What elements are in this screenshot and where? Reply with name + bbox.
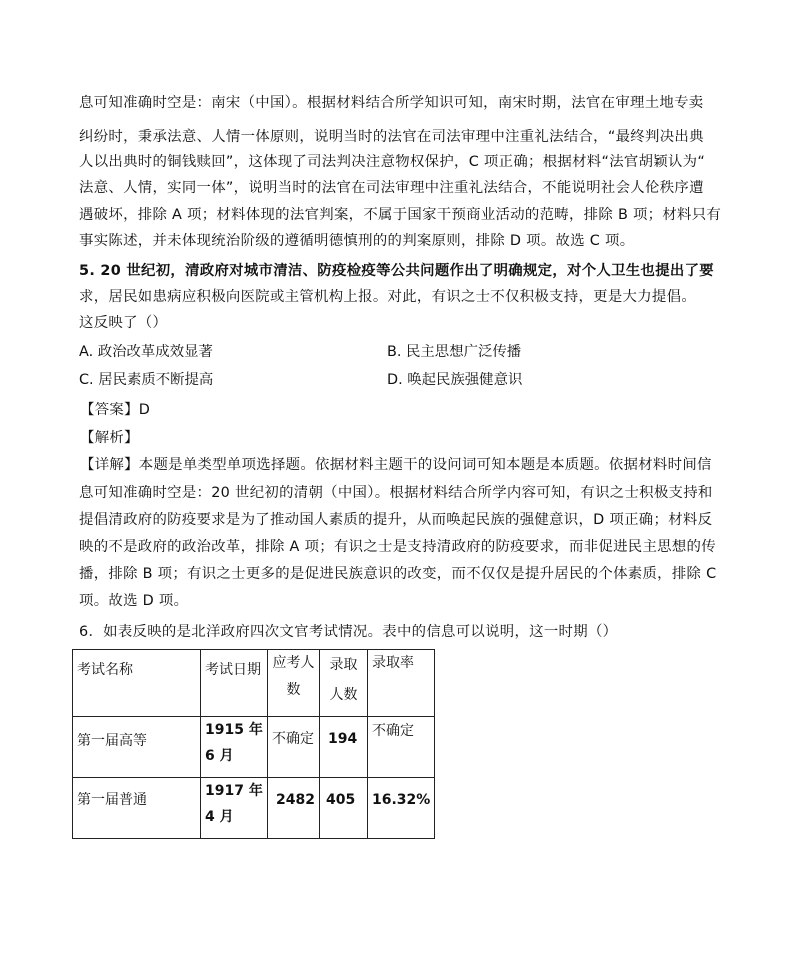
table-row: [73, 717, 435, 778]
text-line-5: 遇破坏，排除 A 项；材料体现的法官判案，不属于国家干预商业活动的范畴，排除 B 项；材料只有: [79, 207, 722, 223]
table-cell: 1917 年 4 月: [201, 778, 268, 839]
table-header-cell: 应考人数: [268, 650, 320, 717]
q5-analysis-label: 【解析】: [80, 430, 139, 446]
q5-stem-2: 求，居民如患病应积极向医院或主管机构上报。对此，有识之士不仅积极支持，更是大力提倡。: [79, 289, 697, 305]
table-row: [73, 778, 435, 839]
text-line-6: 事实陈述，并未体现统治阶级的遵循明德慎刑的的判案原则，排除 D 项。故选 C 项。: [79, 233, 635, 249]
table-cell: 第一届普通: [73, 778, 201, 839]
text-line-1: 息可知准确时空是：南宋（中国）。根据材料结合所学知识可知，南宋时期，法官在审理土地专卖: [79, 95, 704, 111]
q5-option-d: D. 唤起民族强健意识: [387, 372, 523, 388]
table-cell: 1915 年 6 月: [201, 717, 268, 778]
text-line-3: 人以出典时的铜钱赎回”，这体现了司法判决注意物权保护，C 项正确；根据材料“法官胡颖认为“: [79, 154, 706, 170]
table-header-cell: 考试名称: [73, 650, 201, 717]
table-cell: 194: [319, 717, 367, 778]
q5-stem-3: 这反映了（）: [79, 315, 168, 331]
q5-detail-2: 息可知准确时空是：20 世纪初的清朝（中国）。根据材料结合所学内容可知，有识之士积极支持和: [79, 485, 713, 501]
table-cell: 不确定: [367, 717, 434, 778]
text-line-4: 法意、人情，实同一体”，说明当时的法官在司法审理中注重礼法结合，不能说明社会人伦秩序遭: [79, 180, 704, 196]
q5-detail-3: 提倡清政府的防疫要求是为了推动国人素质的提升，从而唤起民族的强健意识，D 项正确；材料反: [79, 512, 713, 528]
q5-option-a: A. 政治改革成效显著: [79, 344, 213, 360]
table-cell: 不确定: [268, 717, 320, 778]
q5-detail-1: 【详解】本题是单类型单项选择题。依据材料主题干的设问词可知本题是本质题。依据材料时间信: [80, 457, 712, 473]
q5-detail-5: 播，排除 B 项；有识之士更多的是促进民族意识的改变，而不仅仅是提升居民的个体素质，排除 C: [79, 566, 717, 582]
text-line-2: 纠纷时，秉承法意、人情一体原则，说明当时的法官在司法审理中注重礼法结合，“最终判决出典: [79, 129, 704, 145]
table-header-cell: 录取率: [367, 650, 434, 717]
exam-table: [72, 649, 435, 839]
table-header-cell: 录取人数: [319, 650, 367, 717]
table-header-cell: 考试日期: [201, 650, 268, 717]
q5-answer: 【答案】D: [80, 402, 151, 418]
table-cell: 2482: [268, 778, 320, 839]
table-header-row: [73, 650, 435, 717]
table-cell: 405: [319, 778, 367, 839]
q5-option-b: B. 民主思想广泛传播: [387, 344, 522, 360]
q5-option-c: C. 居民素质不断提高: [79, 372, 214, 388]
table-cell: 16.32%: [367, 778, 434, 839]
q5-detail-6: 项。故选 D 项。: [79, 593, 189, 609]
q6-stem: 6．如表反映的是北洋政府四次文官考试情况。表中的信息可以说明，这一时期（）: [79, 624, 618, 640]
table-cell: 第一届高等: [73, 717, 201, 778]
q5-detail-4: 映的不是政府的政治改革，排除 A 项；有识之士是支持清政府的防疫要求，而非促进民主思想的传: [79, 539, 716, 555]
q5-stem-1: 5. 20 世纪初，清政府对城市清洁、防疫检疫等公共问题作出了明确规定，对个人卫生也提出了要: [79, 263, 714, 279]
